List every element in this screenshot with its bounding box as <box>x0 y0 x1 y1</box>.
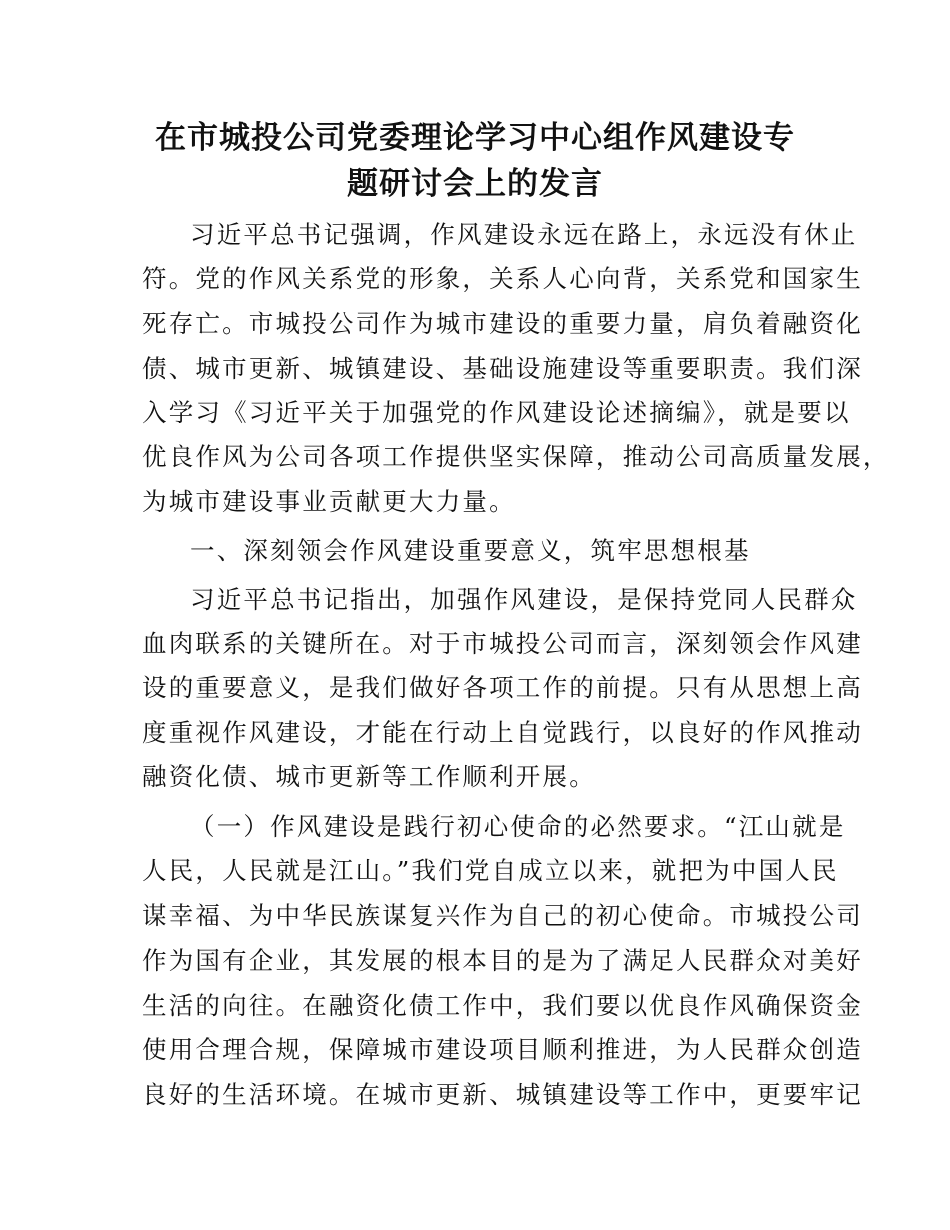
paragraph-line: 血肉联系的关键所在。对于市城投公司而言，深刻领会作风建 <box>142 629 863 658</box>
section-heading: 一、深刻领会作风建设重要意义，筑牢思想根基 <box>190 536 751 565</box>
paragraph-line: 设的重要意义，是我们做好各项工作的前提。只有从思想上高 <box>142 673 863 702</box>
paragraph-line: 入学习《习近平关于加强党的作风建设论述摘编》，就是要以 <box>142 398 851 427</box>
paragraph-line: 习近平总书记强调，作风建设永远在路上，永远没有休止 <box>190 220 858 249</box>
paragraph-line <box>142 1117 822 1161</box>
paragraph-line: 优良作风为公司各项工作提供坚实保障，推动公司高质量发展， <box>142 442 890 471</box>
paragraph-line: 死存亡。市城投公司作为城市建设的重要力量，肩负着融资化 <box>142 309 863 338</box>
paragraph-line: 使用合理合规，保障城市建设项目顺利推进，为人民群众创造 <box>142 1035 863 1064</box>
paragraph-line: 融资化债、城市更新等工作顺利开展。 <box>142 762 596 791</box>
document-title-line-2: 题研讨会上的发言 <box>347 166 603 202</box>
paragraph-line: 人民，人民就是江山。”我们党自成立以来，就把为中国人民 <box>142 856 839 885</box>
paragraph-line: 习近平总书记指出，加强作风建设，是保持党同人民群众 <box>190 585 858 614</box>
paragraph-line: 良好的生活环境。在城市更新、城镇建设等工作中，更要牢记 <box>142 1080 863 1109</box>
paragraph-line: 债、城市更新、城镇建设、基础设施建设等重要职责。我们深 <box>142 354 863 383</box>
paragraph-line: 谋幸福、为中华民族谋复兴作为自己的初心使命。市城投公司 <box>142 901 863 930</box>
document-title-line-1: 在市城投公司党委理论学习中心组作风建设专 <box>155 120 795 156</box>
paragraph-line: 为城市建设事业贡献更大力量。 <box>142 487 516 516</box>
paragraph-line: 生活的向往。在融资化债工作中，我们要以优良作风确保资金 <box>142 991 863 1020</box>
subsection-heading-line: （一）作风建设是践行初心使命的必然要求。“江山就是 <box>190 812 846 841</box>
paragraph-line: 作为国有企业，其发展的根本目的是为了满足人民群众对美好 <box>142 946 863 975</box>
paragraph-line: 符。党的作风关系党的形象，关系人心向背，关系党和国家生 <box>142 264 863 293</box>
paragraph-line: 度重视作风建设，才能在行动上自觉践行，以良好的作风推动 <box>142 718 863 747</box>
